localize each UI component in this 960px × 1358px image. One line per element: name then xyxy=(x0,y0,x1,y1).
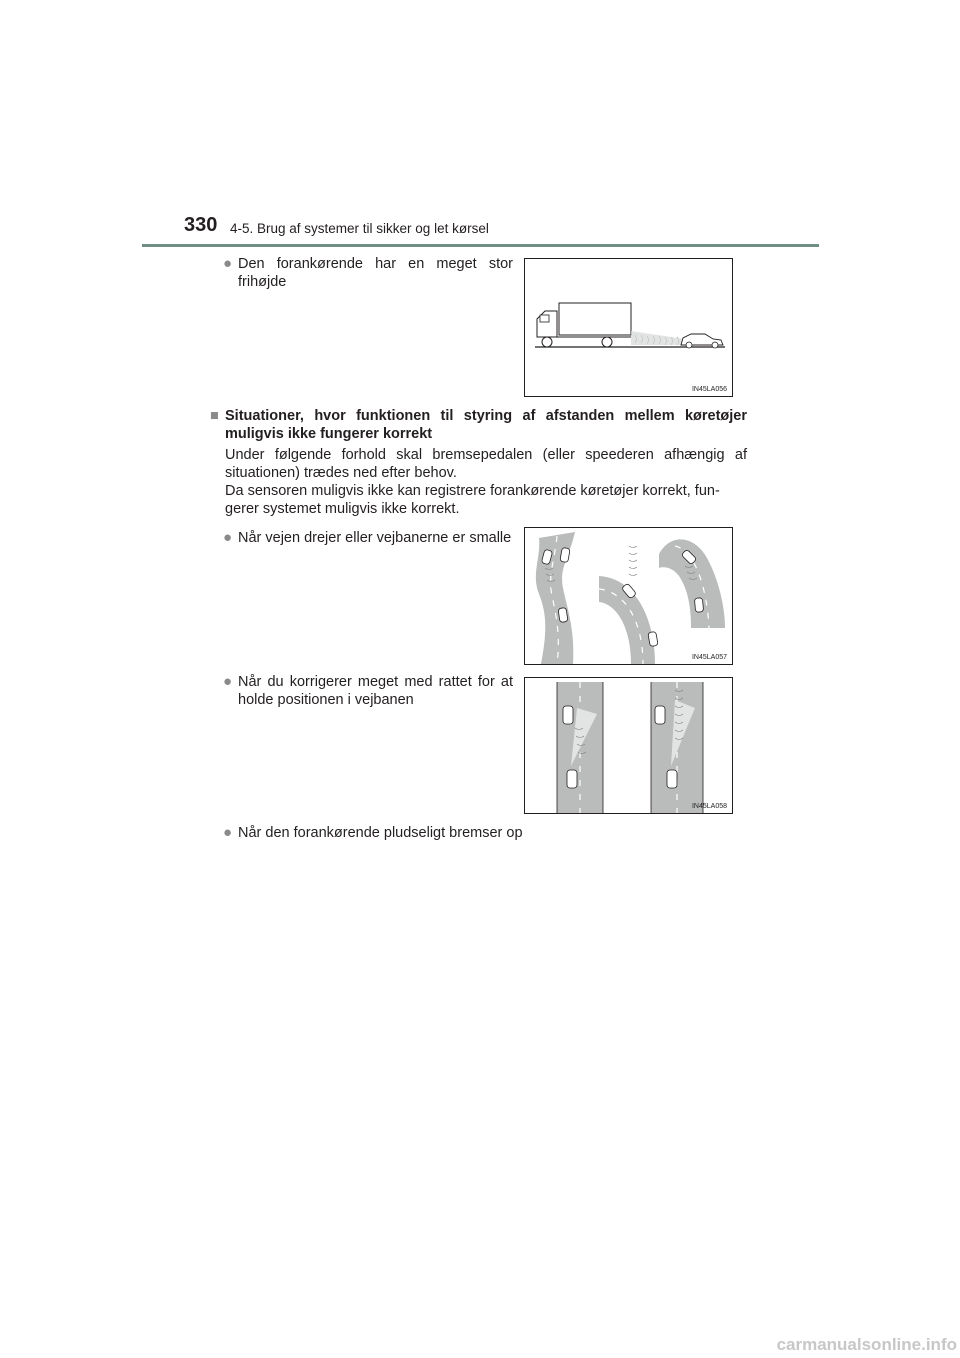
figure-high-clearance-truck xyxy=(524,258,733,397)
truck-illustration xyxy=(525,259,732,396)
bullet-icon: ● xyxy=(223,255,233,272)
bullet-icon: ● xyxy=(223,529,233,546)
figure-code: IN45LA058 xyxy=(691,803,727,810)
bullet-item-curved-road xyxy=(223,529,513,547)
figure-lane-correction xyxy=(524,677,733,814)
section-title: 4-5. Brug af systemer til sikker og let kørsel xyxy=(230,221,489,236)
bullet-item-high-clearance xyxy=(223,255,513,291)
figure-curved-roads xyxy=(524,527,733,665)
body-paragraph-1: Under følgende forhold skal bremsepedalen (eller speederen afhængig af situationen) trædes ned efter behov. xyxy=(225,447,747,481)
page-number: 330 xyxy=(184,214,218,236)
lane-correction-illustration xyxy=(525,678,732,813)
body-paragraph-2: Da sensoren muligvis ikke kan registrere forankørende køretøjer korrekt, fun-gerer systemet muligvis ikke korrekt. xyxy=(225,483,720,517)
bullet-item-steering-correction xyxy=(223,673,513,709)
header-rule xyxy=(142,244,819,247)
watermark: carmanualsonline.info xyxy=(776,1335,957,1354)
bullet-text: Når du korrigerer meget med rattet for at holde positionen i vejbanen xyxy=(238,674,513,708)
bullet-text: Når den forankørende pludseligt bremser op xyxy=(238,825,523,841)
curved-roads-illustration xyxy=(525,528,732,664)
heading-square-icon: ■ xyxy=(210,408,219,424)
section-body xyxy=(225,446,747,518)
figure-code: IN45LA057 xyxy=(691,654,727,661)
bullet-text: Når vejen drejer eller vejbanerne er smalle xyxy=(238,530,512,546)
bullet-text: Den forankørende har en meget stor frihøjde xyxy=(238,256,513,290)
figure-code: IN45LA056 xyxy=(691,386,727,393)
bullet-item-sudden-braking xyxy=(223,824,563,842)
bullet-icon: ● xyxy=(223,673,233,690)
section-heading xyxy=(210,407,747,443)
bullet-icon: ● xyxy=(223,824,233,841)
heading-text: Situationer, hvor funktionen til styring af afstanden mellem køretøjer muligvis ikke fungerer korrekt xyxy=(225,408,747,442)
